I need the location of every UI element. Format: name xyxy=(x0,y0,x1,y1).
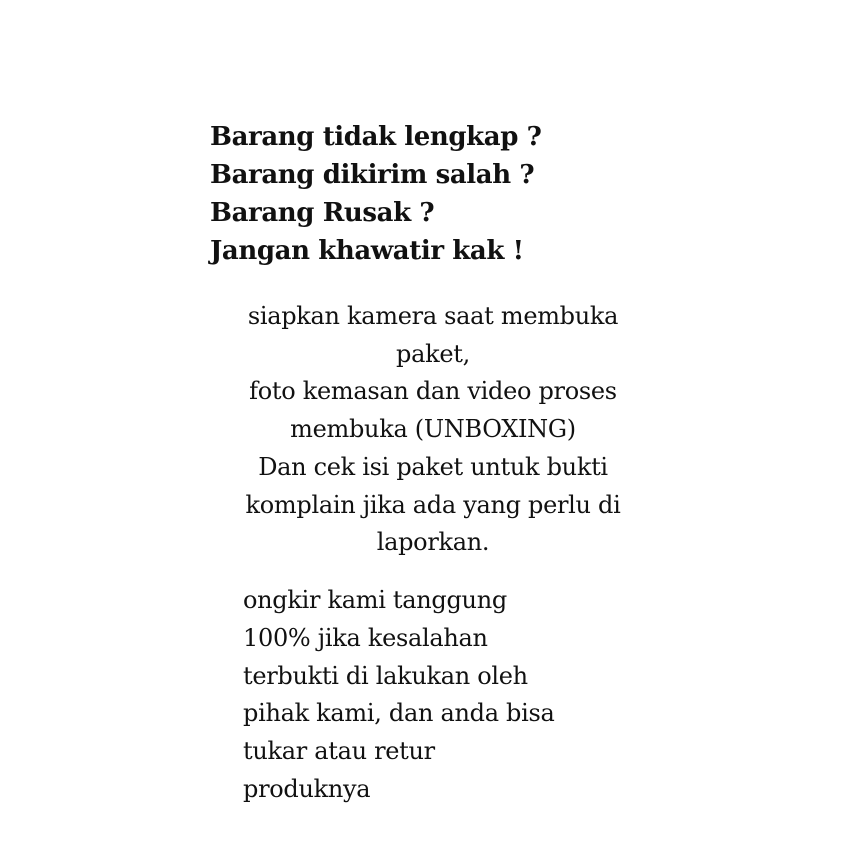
headline-line: Barang Rusak ? xyxy=(210,198,435,228)
instruction-line: laporkan. xyxy=(376,528,490,557)
headline-line: Jangan khawatir kak ! xyxy=(210,236,524,266)
shipping-guarantee xyxy=(243,582,663,809)
guarantee-line: terbukti di lakukan oleh xyxy=(243,661,528,690)
instruction-line: siapkan kamera saat membuka xyxy=(247,302,619,330)
guarantee-line: pihak kami, dan anda bisa xyxy=(243,699,555,728)
headline-questions xyxy=(210,118,630,270)
instruction-line: komplain jika ada yang perlu di xyxy=(245,490,621,519)
instruction-line: membuka (UNBOXING) xyxy=(290,415,576,444)
unboxing-instructions xyxy=(218,298,648,562)
instruction-line: paket, xyxy=(396,339,470,368)
instruction-line: foto kemasan dan video proses xyxy=(249,377,617,406)
guarantee-line: ongkir kami tanggung xyxy=(243,586,507,614)
guarantee-line: tukar atau retur xyxy=(243,737,435,766)
guarantee-line: 100% jika kesalahan xyxy=(243,623,488,652)
headline-line: Barang tidak lengkap ? xyxy=(210,122,542,152)
guarantee-line: produknya xyxy=(243,774,371,803)
instruction-line: Dan cek isi paket untuk bukti xyxy=(258,452,608,481)
headline-line: Barang dikirim salah ? xyxy=(210,160,535,190)
